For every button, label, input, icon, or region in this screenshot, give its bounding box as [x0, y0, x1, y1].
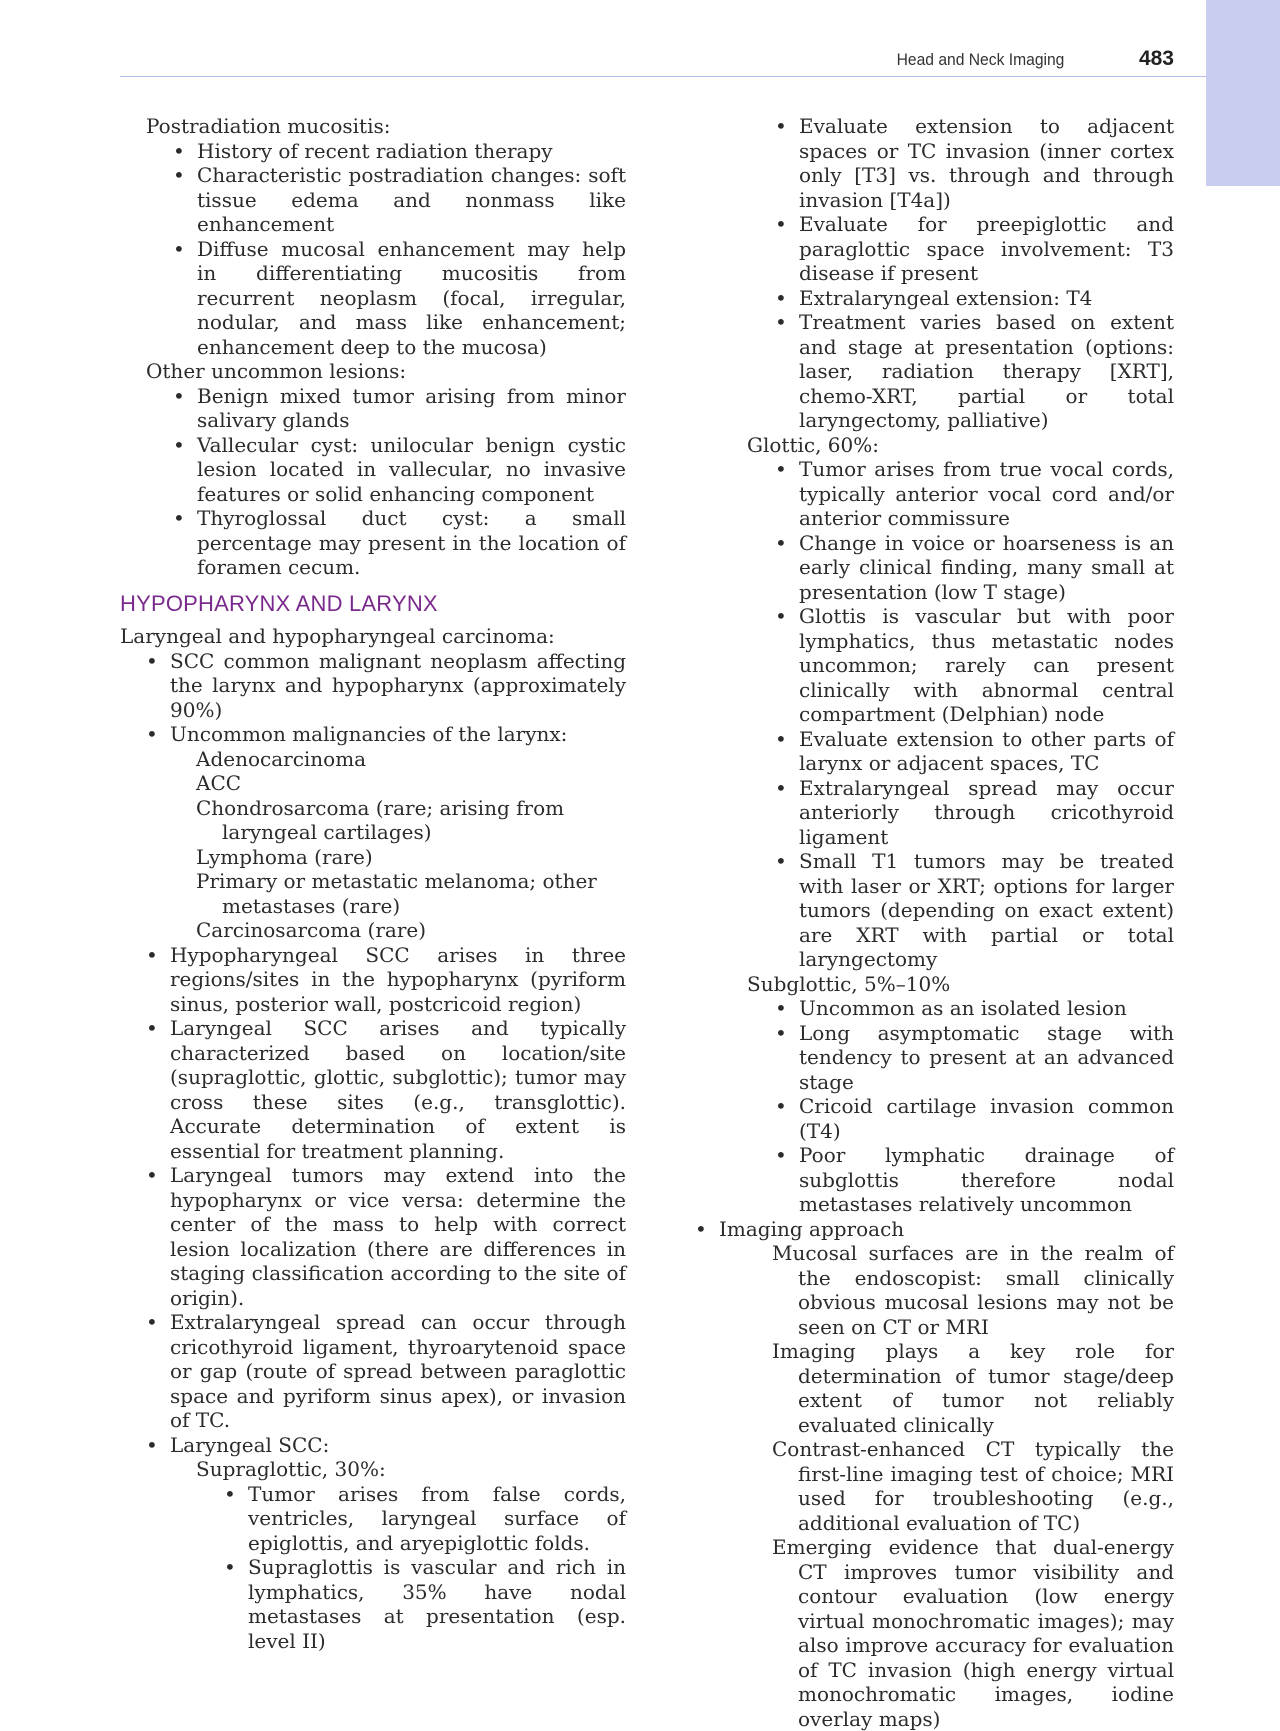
list-item: • Cricoid cartilage invasion common (T4) — [799, 1094, 1174, 1143]
list-item: • Laryngeal tumors may extend into the hypopharynx or vice versa: determine the center of the mass to help with correct lesion localization (there are differences in staging classification according to the site of origin). — [170, 1163, 626, 1310]
malignancy-item: Lymphoma (rare) — [196, 845, 626, 870]
list-item: • Treatment varies based on extent and stage at presentation (options: laser, radiation therapy [XRT], chemo-XRT, partial or total laryngectomy, palliative) — [799, 310, 1174, 433]
malignancy-list — [170, 747, 626, 943]
subglottic-label: Subglottic, 5%–10% — [688, 972, 1174, 997]
supraglottic-list — [170, 1482, 626, 1654]
list-item — [170, 722, 626, 943]
malignancy-item: Primary or metastatic melanoma; other metastases (rare) — [196, 869, 626, 918]
list-item: • Uncommon as an isolated lesion — [799, 996, 1174, 1021]
malignancy-item: ACC — [196, 771, 626, 796]
thumb-tab — [1206, 0, 1280, 186]
list-item: • Hypopharyngeal SCC arises in three regions/sites in the hypopharynx (pyriform sinus, posterior wall, postcricoid region) — [170, 943, 626, 1017]
imaging-approach-label: Imaging approach — [719, 1217, 904, 1241]
glottic-list — [688, 457, 1174, 972]
list-item — [719, 1217, 1174, 1731]
list-item: • Benign mixed tumor arising from minor salivary glands — [197, 384, 626, 433]
list-item: • Change in voice or hoarseness is an early clinical finding, many small at presentation (low T stage) — [799, 531, 1174, 605]
page-number: 483 — [1139, 47, 1174, 71]
list-item: • Extralaryngeal extension: T4 — [799, 286, 1174, 311]
malignancy-item: Carcinosarcoma (rare) — [196, 918, 626, 943]
list-item: • Glottis is vascular but with poor lymphatics, thus metastatic nodes uncommon; rarely can present clinically with abnormal central compartment (Delphian) node — [799, 604, 1174, 727]
list-item: • Extralaryngeal spread can occur through cricothyroid ligament, thyroarytenoid space or gap (route of spread between paraglottic space and pyriform sinus apex), or invasion of TC. — [170, 1310, 626, 1433]
supraglottic-label: Supraglottic, 30%: — [170, 1457, 626, 1482]
list-item: • Evaluate extension to other parts of larynx or adjacent spaces, TC — [799, 727, 1174, 776]
list-item: • Laryngeal SCC arises and typically characterized based on location/site (supraglottic, glottic, subglottic); tumor may cross these sites (e.g., transglottic). Accurate determination of extent is essential for treatment planning. — [170, 1016, 626, 1163]
carcinoma-label: Laryngeal and hypopharyngeal carcinoma: — [120, 624, 626, 649]
running-title: Head and Neck Imaging — [896, 50, 1064, 70]
list-item: • Long asymptomatic stage with tendency to present at an advanced stage — [799, 1021, 1174, 1095]
list-item: • SCC common malignant neoplasm affecting the larynx and hypopharynx (approximately 90%) — [170, 649, 626, 723]
list-item: • Thyroglossal duct cyst: a small percentage may present in the location of foramen cecum. — [197, 506, 626, 580]
list-item: • Tumor arises from false cords, ventricles, laryngeal surface of epiglottis, and aryepiglottic folds. — [248, 1482, 626, 1556]
malignancy-item: Adenocarcinoma — [196, 747, 626, 772]
carcinoma-list — [120, 649, 626, 1654]
imaging-approach-list — [688, 1217, 1174, 1731]
list-item: • Evaluate extension to adjacent spaces or TC invasion (inner cortex only [T3] vs. through and through invasion [T4a]) — [799, 114, 1174, 212]
malignancy-item: Chondrosarcoma (rare; arising from laryngeal cartilages) — [196, 796, 626, 845]
uncommon-malignancies-label: Uncommon malignancies of the larynx: — [170, 722, 567, 746]
imaging-item: Emerging evidence that dual-energy CT improves tumor visibility and contour evaluation (low energy virtual monochromatic images); may also improve accuracy for evaluation of TC invasion (high energy virtual monochromatic images, iodine overlay maps) — [772, 1535, 1174, 1731]
list-item — [170, 1433, 626, 1654]
imaging-item: Imaging plays a key role for determination of tumor stage/deep extent of tumor not reliably evaluated clinically — [772, 1339, 1174, 1437]
running-head — [120, 50, 1174, 76]
list-item: • Poor lymphatic drainage of subglottis therefore nodal metastases relatively uncommon — [799, 1143, 1174, 1217]
list-item: • History of recent radiation therapy — [197, 139, 626, 164]
glottic-label: Glottic, 60%: — [688, 433, 1174, 458]
list-item: • Vallecular cyst: unilocular benign cystic lesion located in vallecular, no invasive features or solid enhancing component — [197, 433, 626, 507]
uncommon-lesions-label: Other uncommon lesions: — [120, 359, 626, 384]
postradiation-label: Postradiation mucositis: — [120, 114, 626, 139]
subglottic-list — [688, 996, 1174, 1217]
supraglottic-continued-list — [688, 114, 1174, 433]
right-column — [688, 114, 1174, 1731]
imaging-item: Contrast-enhanced CT typically the first-line imaging test of choice; MRI used for troubleshooting (e.g., additional evaluation of TC) — [772, 1437, 1174, 1535]
section-heading: HYPOPHARYNX AND LARYNX — [120, 592, 626, 617]
list-item: • Tumor arises from true vocal cords, typically anterior vocal cord and/or anterior commissure — [799, 457, 1174, 531]
header-rule — [120, 76, 1206, 77]
postradiation-list — [120, 139, 626, 360]
list-item: • Small T1 tumors may be treated with laser or XRT; options for larger tumors (depending on exact extent) are XRT with partial or total laryngectomy — [799, 849, 1174, 972]
uncommon-lesions-list — [120, 384, 626, 580]
laryngeal-scc-label: Laryngeal SCC: — [170, 1433, 329, 1457]
left-column — [120, 114, 626, 1653]
list-item: • Evaluate for preepiglottic and paraglottic space involvement: T3 disease if present — [799, 212, 1174, 286]
list-item: • Diffuse mucosal enhancement may help in differentiating mucositis from recurrent neoplasm (focal, irregular, nodular, and mass like enhancement; enhancement deep to the mucosa) — [197, 237, 626, 360]
list-item: • Extralaryngeal spread may occur anteriorly through cricothyroid ligament — [799, 776, 1174, 850]
list-item: • Characteristic postradiation changes: soft tissue edema and nonmass like enhancement — [197, 163, 626, 237]
list-item: • Supraglottis is vascular and rich in lymphatics, 35% have nodal metastases at presentation (esp. level II) — [248, 1555, 626, 1653]
imaging-item: Mucosal surfaces are in the realm of the endoscopist: small clinically obvious mucosal lesions may not be seen on CT or MRI — [772, 1241, 1174, 1339]
imaging-items — [719, 1241, 1174, 1731]
